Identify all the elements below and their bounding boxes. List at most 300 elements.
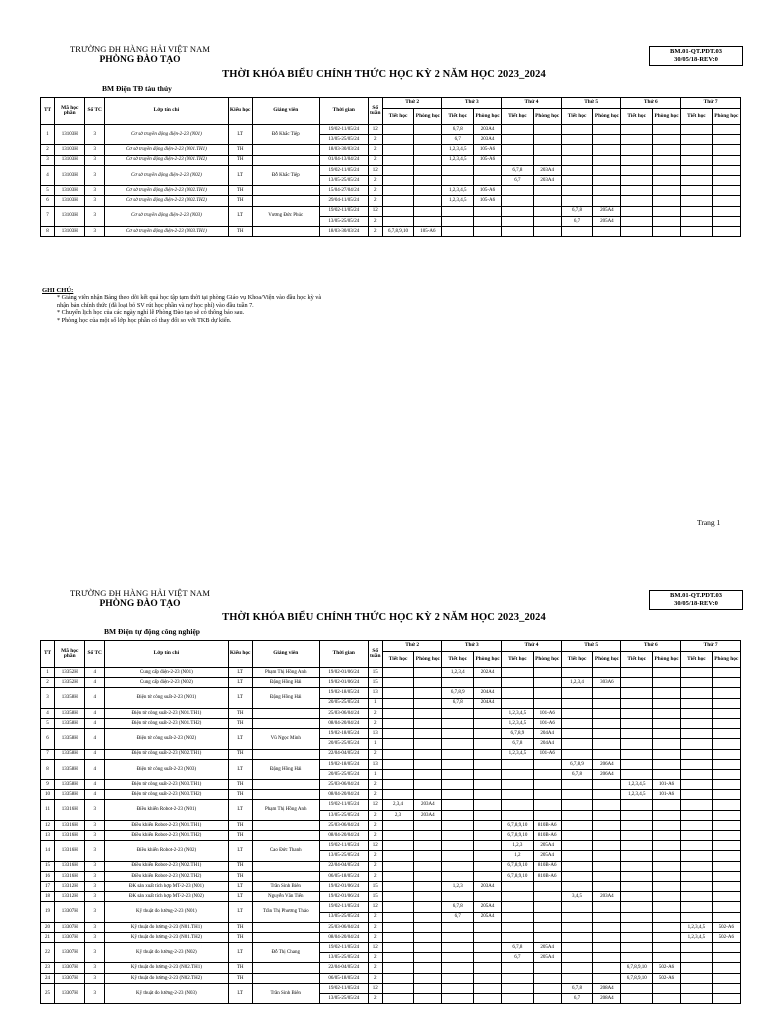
room xyxy=(652,912,680,922)
period-slots xyxy=(442,932,473,942)
column-day: Thứ 5 xyxy=(561,641,621,652)
room: 101-A6 xyxy=(652,780,680,790)
period-slots xyxy=(621,668,652,678)
column-period-slot: Tiết học xyxy=(681,109,712,125)
room xyxy=(712,759,740,769)
room xyxy=(533,963,561,973)
lecturer: Phạm Thị Hồng Anh xyxy=(252,800,319,820)
course-code: 13312H xyxy=(55,892,85,902)
credits: 3 xyxy=(85,892,105,902)
table-row xyxy=(41,871,741,881)
time-range: 13/05-25/05/24 xyxy=(319,810,368,820)
lecturer xyxy=(252,708,319,718)
room xyxy=(652,688,680,698)
period-slots: 1,2,3,4,5 xyxy=(502,749,533,759)
period-slots xyxy=(382,749,413,759)
period-slots xyxy=(561,810,592,820)
row-index: 4 xyxy=(41,165,55,185)
period-slots xyxy=(621,871,652,881)
room xyxy=(533,973,561,983)
room xyxy=(593,820,621,830)
room xyxy=(473,820,501,830)
period-slots xyxy=(621,851,652,861)
room xyxy=(712,810,740,820)
time-range: 19/02-11/05/24 xyxy=(319,165,368,175)
column-period: Thời gian xyxy=(319,641,368,668)
period-slots xyxy=(442,841,473,851)
column-room: Phòng học xyxy=(593,652,621,668)
room xyxy=(712,668,740,678)
period-slots xyxy=(561,922,592,932)
period-slots: 6,7,8,9 xyxy=(502,729,533,739)
period-slots: 1,2 xyxy=(502,851,533,861)
period-slots xyxy=(382,708,413,718)
schedule-title: THỜI KHÓA BIỂU CHÍNH THỨC HỌC KỲ 2 NĂM HỌC 2023_2024 xyxy=(222,612,546,623)
room xyxy=(473,729,501,739)
room xyxy=(414,994,442,1004)
week-count: 12 xyxy=(368,943,382,953)
office-name: PHÒNG ĐÀO TẠO xyxy=(99,599,181,609)
period-slots xyxy=(681,688,712,698)
period-slots xyxy=(442,800,473,810)
room xyxy=(712,718,740,728)
time-range: 20/05-25/05/24 xyxy=(319,769,368,779)
table-row xyxy=(41,790,741,800)
row-index: 2 xyxy=(41,145,55,155)
class-name: Điều khiển Robot-2-23 (N01.TH2) xyxy=(105,831,229,841)
room xyxy=(593,953,621,963)
room xyxy=(652,871,680,881)
period-slots xyxy=(382,841,413,851)
period-slots xyxy=(382,668,413,678)
lecturer: Đỗ Thị Chang xyxy=(252,943,319,963)
room: 810B-A6 xyxy=(533,820,561,830)
period-slots xyxy=(681,739,712,749)
room xyxy=(652,892,680,902)
class-type: TH xyxy=(228,145,252,155)
period-slots xyxy=(621,953,652,963)
class-type: LT xyxy=(228,902,252,922)
table-row xyxy=(41,892,741,902)
period-slots xyxy=(382,820,413,830)
time-range: 25/03-06/04/24 xyxy=(319,708,368,718)
room xyxy=(533,769,561,779)
row-index: 1 xyxy=(41,125,55,145)
table-row xyxy=(41,932,741,942)
period-slots: 6,7,8,9,10 xyxy=(502,820,533,830)
week-count: 13 xyxy=(368,688,382,698)
period-slots xyxy=(561,780,592,790)
row-index: 1 xyxy=(41,668,55,678)
period-slots xyxy=(382,851,413,861)
period-slots: 1,2,3,4 xyxy=(442,668,473,678)
room xyxy=(593,973,621,983)
period-slots: 6,7,8,9,10 xyxy=(502,861,533,871)
room: 502-A6 xyxy=(652,963,680,973)
column-day: Thứ 4 xyxy=(502,98,562,109)
table-row xyxy=(41,708,741,718)
room xyxy=(414,953,442,963)
lecturer xyxy=(252,871,319,881)
period-slots xyxy=(502,973,533,983)
period-slots xyxy=(442,820,473,830)
column-period-slot: Tiết học xyxy=(502,109,533,125)
column-period-slot: Tiết học xyxy=(681,652,712,668)
row-index: 20 xyxy=(41,922,55,932)
course-code: 13103H xyxy=(55,145,85,155)
period-slots xyxy=(681,708,712,718)
period-slots xyxy=(621,912,652,922)
period-slots xyxy=(442,892,473,902)
room xyxy=(473,780,501,790)
room xyxy=(652,800,680,810)
credits: 4 xyxy=(85,708,105,718)
column-room: Phòng học xyxy=(473,652,501,668)
period-slots xyxy=(382,902,413,912)
period-slots xyxy=(442,851,473,861)
week-count: 2 xyxy=(368,861,382,871)
column-period-slot: Tiết học xyxy=(502,652,533,668)
room xyxy=(652,881,680,891)
row-index: 7 xyxy=(41,206,55,226)
room xyxy=(414,718,442,728)
table-row xyxy=(41,800,741,810)
period-slots xyxy=(382,729,413,739)
room: 101-A6 xyxy=(533,708,561,718)
period-slots: 1,2,3,4,5 xyxy=(502,718,533,728)
room xyxy=(712,851,740,861)
column-room: Phòng học xyxy=(533,109,561,125)
room xyxy=(712,749,740,759)
room: 203A4 xyxy=(533,175,561,185)
lecturer: Phạm Thị Hồng Anh xyxy=(252,668,319,678)
room xyxy=(414,912,442,922)
room: 205A4 xyxy=(533,851,561,861)
room xyxy=(414,831,442,841)
room: 502-A6 xyxy=(712,922,740,932)
class-name: ĐK sản xuất tích hợp MT-2-23 (N01) xyxy=(105,881,229,891)
room xyxy=(652,749,680,759)
credits: 4 xyxy=(85,668,105,678)
period-slots xyxy=(442,871,473,881)
period-slots xyxy=(442,810,473,820)
room xyxy=(533,902,561,912)
week-count: 12 xyxy=(368,165,382,175)
school-name: TRƯỜNG ĐH HÀNG HẢI VIỆT NAM xyxy=(70,588,211,598)
row-index: 24 xyxy=(41,973,55,983)
department-name: BM Điện TĐ tàu thủy xyxy=(102,84,172,93)
room xyxy=(414,729,442,739)
class-name: Điện tử công suất-2-23 (N01.TH2) xyxy=(105,718,229,728)
room xyxy=(712,729,740,739)
class-type: TH xyxy=(228,973,252,983)
period-slots xyxy=(442,943,473,953)
course-code: 13316H xyxy=(55,820,85,830)
period-slots xyxy=(561,831,592,841)
period-slots xyxy=(382,769,413,779)
lecturer: Đỗ Khắc Tiệp xyxy=(252,125,319,145)
period-slots xyxy=(621,932,652,942)
period-slots: 1,2,3 xyxy=(442,881,473,891)
class-name: Kỹ thuật đo lường-2-23 (N02.TH1) xyxy=(105,963,229,973)
room xyxy=(593,790,621,800)
week-count: 2 xyxy=(368,871,382,881)
class-type: TH xyxy=(228,226,252,236)
time-range: 19/02-11/05/24 xyxy=(319,943,368,953)
class-name: Điện tử công suất-2-23 (N01) xyxy=(105,688,229,708)
period-slots xyxy=(681,953,712,963)
class-name: Điện tử công suất-2-23 (N03) xyxy=(105,759,229,779)
room xyxy=(652,729,680,739)
room xyxy=(593,963,621,973)
period-slots xyxy=(442,739,473,749)
school-name: TRƯỜNG ĐH HÀNG HẢI VIỆT NAM xyxy=(70,44,211,54)
room xyxy=(414,678,442,688)
room: 203A4 xyxy=(473,125,501,135)
class-type: LT xyxy=(228,668,252,678)
week-count: 2 xyxy=(368,790,382,800)
period-slots xyxy=(621,708,652,718)
column-room: Phòng học xyxy=(712,652,740,668)
time-range: 18/03-30/03/24 xyxy=(319,226,368,236)
period-slots xyxy=(681,718,712,728)
room xyxy=(593,922,621,932)
credits: 4 xyxy=(85,780,105,790)
credits: 4 xyxy=(85,790,105,800)
class-type: LT xyxy=(228,759,252,779)
period-slots xyxy=(382,688,413,698)
time-range: 13/05-25/05/24 xyxy=(319,912,368,922)
table-row xyxy=(41,841,741,851)
period-slots xyxy=(561,820,592,830)
room: 105-A6 xyxy=(473,196,501,206)
course-code: 13316H xyxy=(55,871,85,881)
period-slots xyxy=(561,881,592,891)
room xyxy=(414,881,442,891)
period-slots xyxy=(561,963,592,973)
period-slots xyxy=(382,973,413,983)
class-type: LT xyxy=(228,678,252,688)
time-range: 01/04-13/04/24 xyxy=(319,155,368,165)
credits: 3 xyxy=(85,861,105,871)
room xyxy=(473,861,501,871)
room xyxy=(473,943,501,953)
row-index: 18 xyxy=(41,892,55,902)
room xyxy=(712,871,740,881)
room xyxy=(593,881,621,891)
room xyxy=(414,769,442,779)
room xyxy=(473,769,501,779)
period-slots xyxy=(621,902,652,912)
room xyxy=(533,912,561,922)
period-slots: 6,7,8,9,10 xyxy=(382,226,413,236)
period-slots xyxy=(561,729,592,739)
note-line: * Giảng viên nhận Bảng theo dõi kết quả học tập tạm thời tại phòng Giáo vụ Khoa/Viện vào đầu học kỳ và xyxy=(57,294,322,302)
course-code: 13103H xyxy=(55,125,85,145)
time-range: 13/05-25/05/24 xyxy=(319,953,368,963)
period-slots xyxy=(442,678,473,688)
period-slots: 6,7 xyxy=(561,994,592,1004)
period-slots: 6,7 xyxy=(442,912,473,922)
course-code: 13352H xyxy=(55,668,85,678)
period-slots xyxy=(442,749,473,759)
room xyxy=(712,912,740,922)
course-code: 13103H xyxy=(55,226,85,236)
time-range: 25/03-06/04/24 xyxy=(319,820,368,830)
period-slots xyxy=(621,698,652,708)
column-day: Thứ 4 xyxy=(502,641,562,652)
period-slots xyxy=(621,820,652,830)
course-code: 13103H xyxy=(55,155,85,165)
room xyxy=(712,739,740,749)
table-row xyxy=(41,983,741,993)
column-day: Thứ 7 xyxy=(681,98,741,109)
period-slots xyxy=(681,851,712,861)
class-type: TH xyxy=(228,820,252,830)
week-count: 1 xyxy=(368,698,382,708)
column-weeks: Số tuần xyxy=(368,98,382,125)
room xyxy=(414,922,442,932)
time-range: 19/02-11/05/24 xyxy=(319,125,368,135)
period-slots: 1,2,3,4,5 xyxy=(621,790,652,800)
time-range: 22/04-04/05/24 xyxy=(319,963,368,973)
credits: 3 xyxy=(85,983,105,1003)
period-slots xyxy=(382,892,413,902)
room xyxy=(712,902,740,912)
period-slots xyxy=(382,963,413,973)
period-slots xyxy=(502,983,533,993)
table-row xyxy=(41,759,741,769)
period-slots: 1,2,3,4 xyxy=(561,678,592,688)
class-name: Điện tử công suất-2-23 (N02) xyxy=(105,729,229,749)
room xyxy=(414,841,442,851)
period-slots xyxy=(502,912,533,922)
class-name: Điện tử công suất-2-23 (N03.TH1) xyxy=(105,780,229,790)
room xyxy=(533,892,561,902)
row-index: 3 xyxy=(41,155,55,165)
table-row xyxy=(41,820,741,830)
course-code: 13307H xyxy=(55,902,85,922)
period-slots xyxy=(681,729,712,739)
class-type: LT xyxy=(228,881,252,891)
period-slots xyxy=(681,790,712,800)
column-type: Kiểu học xyxy=(228,98,252,125)
row-index: 2 xyxy=(41,678,55,688)
column-period-slot: Tiết học xyxy=(561,109,592,125)
period-slots xyxy=(382,932,413,942)
column-period-slot: Tiết học xyxy=(621,652,652,668)
time-range: 20/05-25/05/24 xyxy=(319,698,368,708)
period-slots xyxy=(502,678,533,688)
room xyxy=(473,932,501,942)
week-count: 12 xyxy=(368,902,382,912)
class-type: LT xyxy=(228,841,252,861)
note-line: * Chuyển lịch học của các ngày nghỉ lễ Phòng Đào tạo sẽ có thông báo sau. xyxy=(57,309,245,317)
period-slots xyxy=(681,871,712,881)
period-slots xyxy=(502,790,533,800)
period-slots xyxy=(681,841,712,851)
room xyxy=(533,983,561,993)
week-count: 2 xyxy=(368,226,382,236)
credits: 4 xyxy=(85,749,105,759)
period-slots: 3,4,5 xyxy=(561,892,592,902)
time-range: 13/05-25/05/24 xyxy=(319,175,368,185)
period-slots xyxy=(681,810,712,820)
period-slots xyxy=(561,708,592,718)
column-day: Thứ 7 xyxy=(681,641,741,652)
room xyxy=(712,994,740,1004)
room: 204A4 xyxy=(473,688,501,698)
room xyxy=(533,994,561,1004)
credits: 4 xyxy=(85,718,105,728)
period-slots xyxy=(621,841,652,851)
period-slots xyxy=(561,688,592,698)
form-revision: 30/05/18-REV:0 xyxy=(674,600,718,607)
class-type: LT xyxy=(228,983,252,1003)
week-count: 2 xyxy=(368,994,382,1004)
column-credits: Số TC xyxy=(85,641,105,668)
row-index: 3 xyxy=(41,688,55,708)
period-slots xyxy=(561,841,592,851)
period-slots xyxy=(621,678,652,688)
credits: 4 xyxy=(85,678,105,688)
course-code: 13307H xyxy=(55,943,85,963)
period-slots xyxy=(382,912,413,922)
period-slots xyxy=(382,953,413,963)
period-slots xyxy=(561,943,592,953)
lecturer: Đặng Hồng Hải xyxy=(252,759,319,779)
column-class: Lớp tín chỉ xyxy=(105,641,229,668)
column-lecturer: Giảng viên xyxy=(252,98,319,125)
room xyxy=(652,831,680,841)
period-slots xyxy=(681,831,712,841)
lecturer: Đặng Hồng Hải xyxy=(252,688,319,708)
class-type: TH xyxy=(228,718,252,728)
week-count: 1 xyxy=(368,739,382,749)
room xyxy=(593,831,621,841)
row-index: 23 xyxy=(41,963,55,973)
time-range: 29/04-11/05/24 xyxy=(319,196,368,206)
course-code: 13358H xyxy=(55,729,85,749)
time-range: 19/02-18/05/24 xyxy=(319,729,368,739)
column-period-slot: Tiết học xyxy=(382,652,413,668)
period-slots xyxy=(442,994,473,1004)
room xyxy=(712,708,740,718)
period-slots xyxy=(502,780,533,790)
room xyxy=(652,820,680,830)
room xyxy=(414,749,442,759)
table-row xyxy=(41,668,741,678)
room: 502-A6 xyxy=(652,973,680,983)
room xyxy=(414,963,442,973)
time-range: 19/02-11/05/24 xyxy=(319,902,368,912)
period-slots xyxy=(502,759,533,769)
room xyxy=(712,831,740,841)
column-day: Thứ 3 xyxy=(442,641,502,652)
room xyxy=(652,902,680,912)
period-slots xyxy=(681,902,712,912)
column-period-slot: Tiết học xyxy=(442,109,473,125)
period-slots xyxy=(502,963,533,973)
time-range: 22/04-04/05/24 xyxy=(319,861,368,871)
period-slots xyxy=(681,820,712,830)
room xyxy=(414,871,442,881)
period-slots xyxy=(681,892,712,902)
credits: 3 xyxy=(85,973,105,983)
class-name: Kỹ thuật đo lường-2-23 (N01.TH2) xyxy=(105,932,229,942)
room xyxy=(652,708,680,718)
room xyxy=(473,922,501,932)
